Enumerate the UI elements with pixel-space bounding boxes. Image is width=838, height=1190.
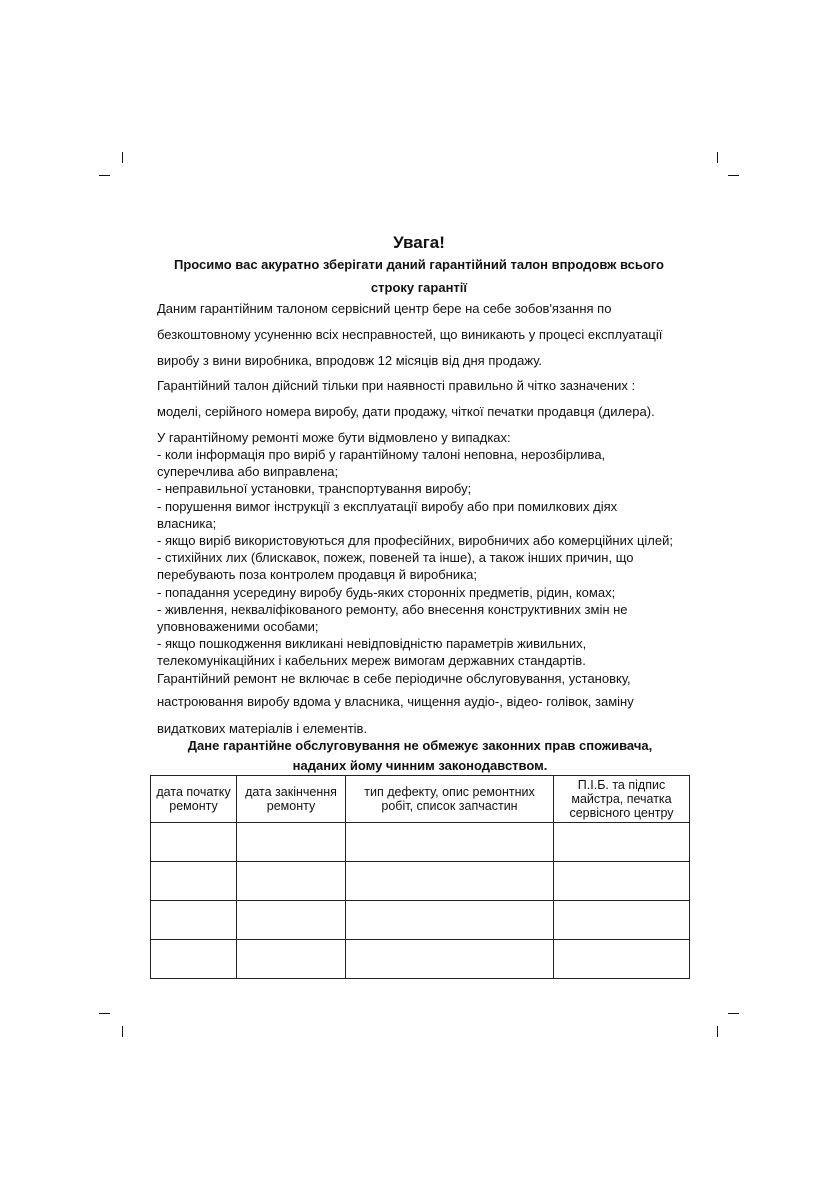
intro-paragraph [157, 296, 662, 374]
closing-note [150, 736, 690, 776]
refusal-line: - неправильної установки, транспортування виробу; [157, 481, 472, 497]
table-cell[interactable] [554, 823, 690, 862]
exclusion-line: настроювання виробу вдома у власника, чищення аудіо-, відео- голівок, заміну [157, 694, 634, 709]
table-cell[interactable] [237, 862, 346, 901]
refusal-line: власника; [157, 515, 217, 531]
crop-mark-top-right [717, 152, 718, 163]
refusal-line: уповноваженими особами; [157, 619, 319, 635]
exclusion-line: видаткових матеріалів і елементів. [157, 721, 368, 736]
refusal-line: - якщо пошкодження викликані невідповідністю параметрів живильних, [157, 636, 587, 652]
closing-line: Дане гарантійне обслуговування не обмежує законних прав споживача, [187, 738, 653, 753]
table-cell[interactable] [237, 940, 346, 979]
table-cell[interactable] [237, 823, 346, 862]
refusal-line: телекомунікаційних і кабельних мереж вимогам державних стандартів. [157, 653, 586, 669]
table-cell[interactable] [554, 901, 690, 940]
validity-paragraph [157, 373, 655, 451]
column-header-start-date: дата початку ремонту [151, 776, 237, 823]
crop-mark-bottom-right [717, 1026, 718, 1037]
table-cell[interactable] [237, 901, 346, 940]
table-cell[interactable] [346, 823, 554, 862]
subheading-line: Просимо вас акуратно зберігати даний гарантійний талон впродовж всього [174, 257, 664, 272]
table-header-row [151, 776, 690, 823]
refusal-line: суперечлива або виправлена; [157, 464, 339, 480]
table-cell[interactable] [346, 940, 554, 979]
intro-line: виробу з вини виробника, впродовж 12 місяців від дня продажу. [157, 353, 543, 368]
column-header-end-date: дата закінчення ремонту [237, 776, 346, 823]
crop-mark-bottom-right [728, 1013, 739, 1014]
table-cell[interactable] [151, 940, 237, 979]
subheading-line: строку гарантії [370, 280, 468, 295]
refusal-line: - коли інформація про виріб у гарантійному талоні неповна, нерозбірлива, [157, 447, 606, 462]
refusal-line: перебувають поза контролем продавця й виробника; [157, 567, 477, 583]
crop-mark-top-right [728, 175, 739, 176]
table-cell[interactable] [346, 862, 554, 901]
crop-mark-bottom-left [122, 1026, 123, 1037]
column-header-defect-description: тип дефекту, опис ремонтних робіт, список запчастин [346, 776, 554, 823]
table-cell[interactable] [346, 901, 554, 940]
table-row [151, 901, 690, 940]
crop-mark-bottom-left [99, 1013, 110, 1014]
intro-line: безкоштовному усуненню всіх несправностей, що виникають у процесі експлуатації [157, 327, 663, 342]
validity-line: Гарантійний талон дійсний тільки при наявності правильно й чітко зазначених : [157, 378, 636, 393]
exclusion-paragraph [157, 688, 634, 742]
crop-mark-top-left [99, 175, 110, 176]
refusal-line: - якщо виріб використовуються для професійних, виробничих або комерційних цілей; [157, 533, 674, 549]
table-cell[interactable] [151, 823, 237, 862]
refusal-line: - живлення, некваліфікованого ремонту, або внесення конструктивних змін не [157, 601, 628, 617]
validity-line: У гарантійному ремонті може бути відмовлено у випадках: [157, 430, 511, 445]
table-row [151, 862, 690, 901]
table-row [151, 823, 690, 862]
table-cell[interactable] [554, 862, 690, 901]
table-cell[interactable] [554, 940, 690, 979]
refusal-line: - порушення вимог інструкції з експлуатації виробу або при помилкових діях [157, 498, 618, 514]
column-header-master-signature: П.І.Б. та підпис майстра, печатка сервісного центру [554, 776, 690, 823]
validity-line: моделі, серійного номера виробу, дати продажу, чіткої печатки продавця (дилера). [157, 404, 655, 419]
table-row [151, 940, 690, 979]
intro-line: Даним гарантійним талоном сервісний центр бере на себе зобов'язання по [157, 301, 612, 316]
refusal-list [157, 446, 673, 687]
repair-log-table [150, 775, 690, 979]
closing-line: наданих йому чинним законодавством. [292, 758, 548, 773]
refusal-line: Гарантійний ремонт не включає в себе періодичне обслуговування, установку, [157, 670, 631, 686]
table-cell[interactable] [151, 901, 237, 940]
crop-mark-top-left [122, 152, 123, 163]
page-title: Увага! [393, 233, 445, 252]
refusal-line: - попадання усередину виробу будь-яких сторонніх предметів, рідин, комах; [157, 584, 616, 600]
refusal-line: - стихійних лих (блискавок, пожеж, повеней та інше), а також інших причин, що [157, 550, 634, 566]
table-cell[interactable] [151, 862, 237, 901]
